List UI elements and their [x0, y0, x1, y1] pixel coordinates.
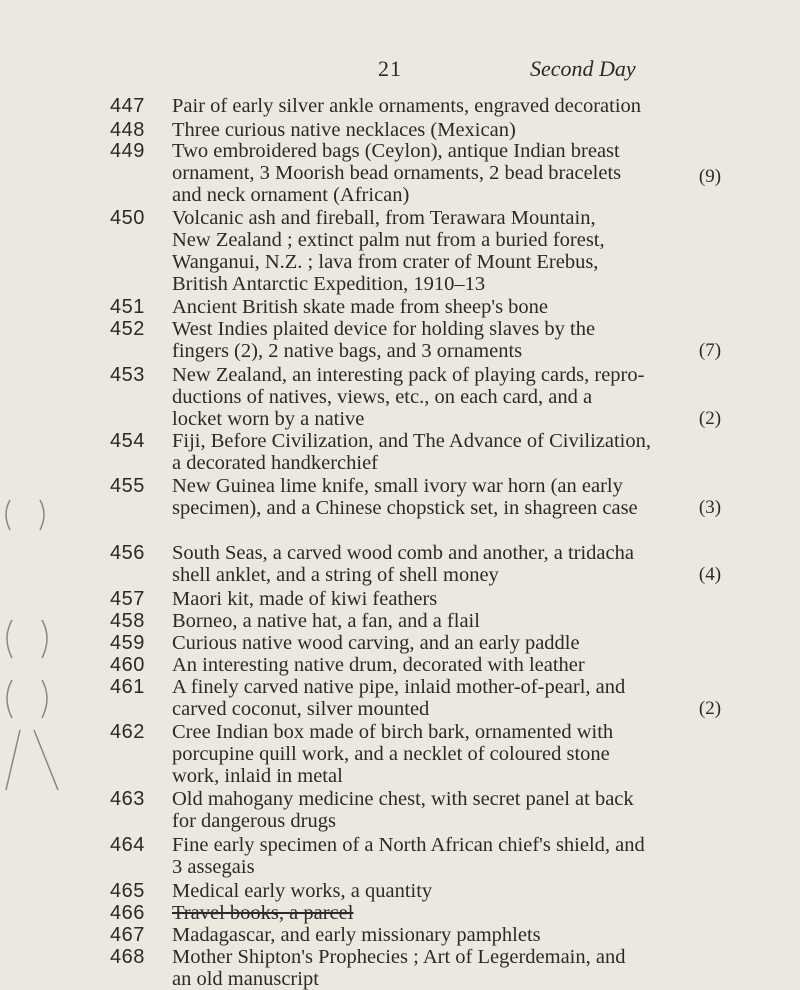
lot-description: Two embroidered bags (Ceylon), antique Indian breast ornament, 3 Moorish bead ornaments, 2 bead bracelets and neck ornament (African) [172, 140, 622, 206]
lot-description: Volcanic ash and fireball, from Terawara Mountain, New Zealand ; extinct palm nut from a buried forest, Wanganui, N.Z. ; lava from crater of Mount Erebus, British Antarctic Expedition, 1910–13 [172, 207, 605, 295]
lot-number: 447 [110, 95, 145, 117]
lot-description: Medical early works, a quantity [172, 880, 433, 902]
lot-description: Mother Shipton's Prophecies ; Art of Legerdemain, and an old manuscript [172, 946, 626, 990]
lot-description: New Zealand, an interesting pack of playing cards, repro- ductions of natives, views, etc., on each card, and a locket worn by a native [172, 364, 645, 430]
lot-number: 454 [110, 430, 145, 452]
lot-description: Madagascar, and early missionary pamphlets [172, 924, 541, 946]
lot-number: 467 [110, 924, 145, 946]
lot-number: 449 [110, 140, 145, 162]
lot-number: 463 [110, 788, 145, 810]
lot-number: 452 [110, 318, 145, 340]
lot-number: 448 [110, 119, 145, 141]
pencil-bracket-marks [0, 480, 110, 800]
lot-description: Cree Indian box made of birch bark, ornamented with porcupine quill work, and a necklet of coloured stone work, inlaid in metal [172, 721, 614, 787]
lot-number: 464 [110, 834, 145, 856]
lot-quantity: (4) [698, 564, 722, 585]
lot-description: Borneo, a native hat, a fan, and a flail [172, 610, 480, 632]
lot-number: 465 [110, 880, 145, 902]
lot-description: Curious native wood carving, and an early paddle [172, 632, 580, 654]
lot-description: Maori kit, made of kiwi feathers [172, 588, 438, 610]
lot-description: Ancient British skate made from sheep's bone [172, 296, 549, 318]
lot-description: West Indies plaited device for holding slaves by the fingers (2), 2 native bags, and 3 ornaments [172, 318, 596, 362]
lot-number: 461 [110, 676, 145, 698]
lot-quantity: (7) [698, 340, 722, 361]
lot-number: 460 [110, 654, 145, 676]
lot-number: 450 [110, 207, 145, 229]
lot-description: Fine early specimen of a North African chief's shield, and 3 assegais [172, 834, 645, 878]
lot-number: 466 [110, 902, 145, 924]
running-title: Second Day [530, 56, 636, 81]
lot-quantity: (9) [698, 166, 722, 187]
lot-quantity: (2) [698, 408, 722, 429]
lot-description: Three curious native necklaces (Mexican) [172, 119, 516, 141]
lot-description: New Guinea lime knife, small ivory war horn (an early specimen), and a Chinese chopstick set, in shagreen case [172, 475, 638, 519]
lot-description: An interesting native drum, decorated with leather [172, 654, 585, 676]
lot-number: 468 [110, 946, 145, 968]
lot-number: 462 [110, 721, 145, 743]
lot-description: Travel books, a parcel [172, 902, 354, 924]
lot-number: 458 [110, 610, 145, 632]
lot-description: A finely carved native pipe, inlaid mother-of-pearl, and carved coconut, silver mounted [172, 676, 626, 720]
page-number: 21 [378, 56, 402, 81]
lot-entry [0, 946, 800, 990]
lot-number: 453 [110, 364, 145, 386]
lot-number: 457 [110, 588, 145, 610]
lot-quantity: (3) [698, 497, 722, 518]
lot-number: 451 [110, 296, 145, 318]
lot-quantity: (2) [698, 698, 722, 719]
lot-number: 459 [110, 632, 145, 654]
lot-description: Old mahogany medicine chest, with secret panel at back for dangerous drugs [172, 788, 634, 832]
lot-number: 456 [110, 542, 145, 564]
lot-number: 455 [110, 475, 145, 497]
lot-description: Fiji, Before Civilization, and The Advance of Civilization, a decorated handkerchief [172, 430, 651, 474]
lot-description: Pair of early silver ankle ornaments, engraved decoration [172, 95, 642, 117]
lot-description: South Seas, a carved wood comb and another, a tridacha shell anklet, and a string of shell money [172, 542, 634, 586]
